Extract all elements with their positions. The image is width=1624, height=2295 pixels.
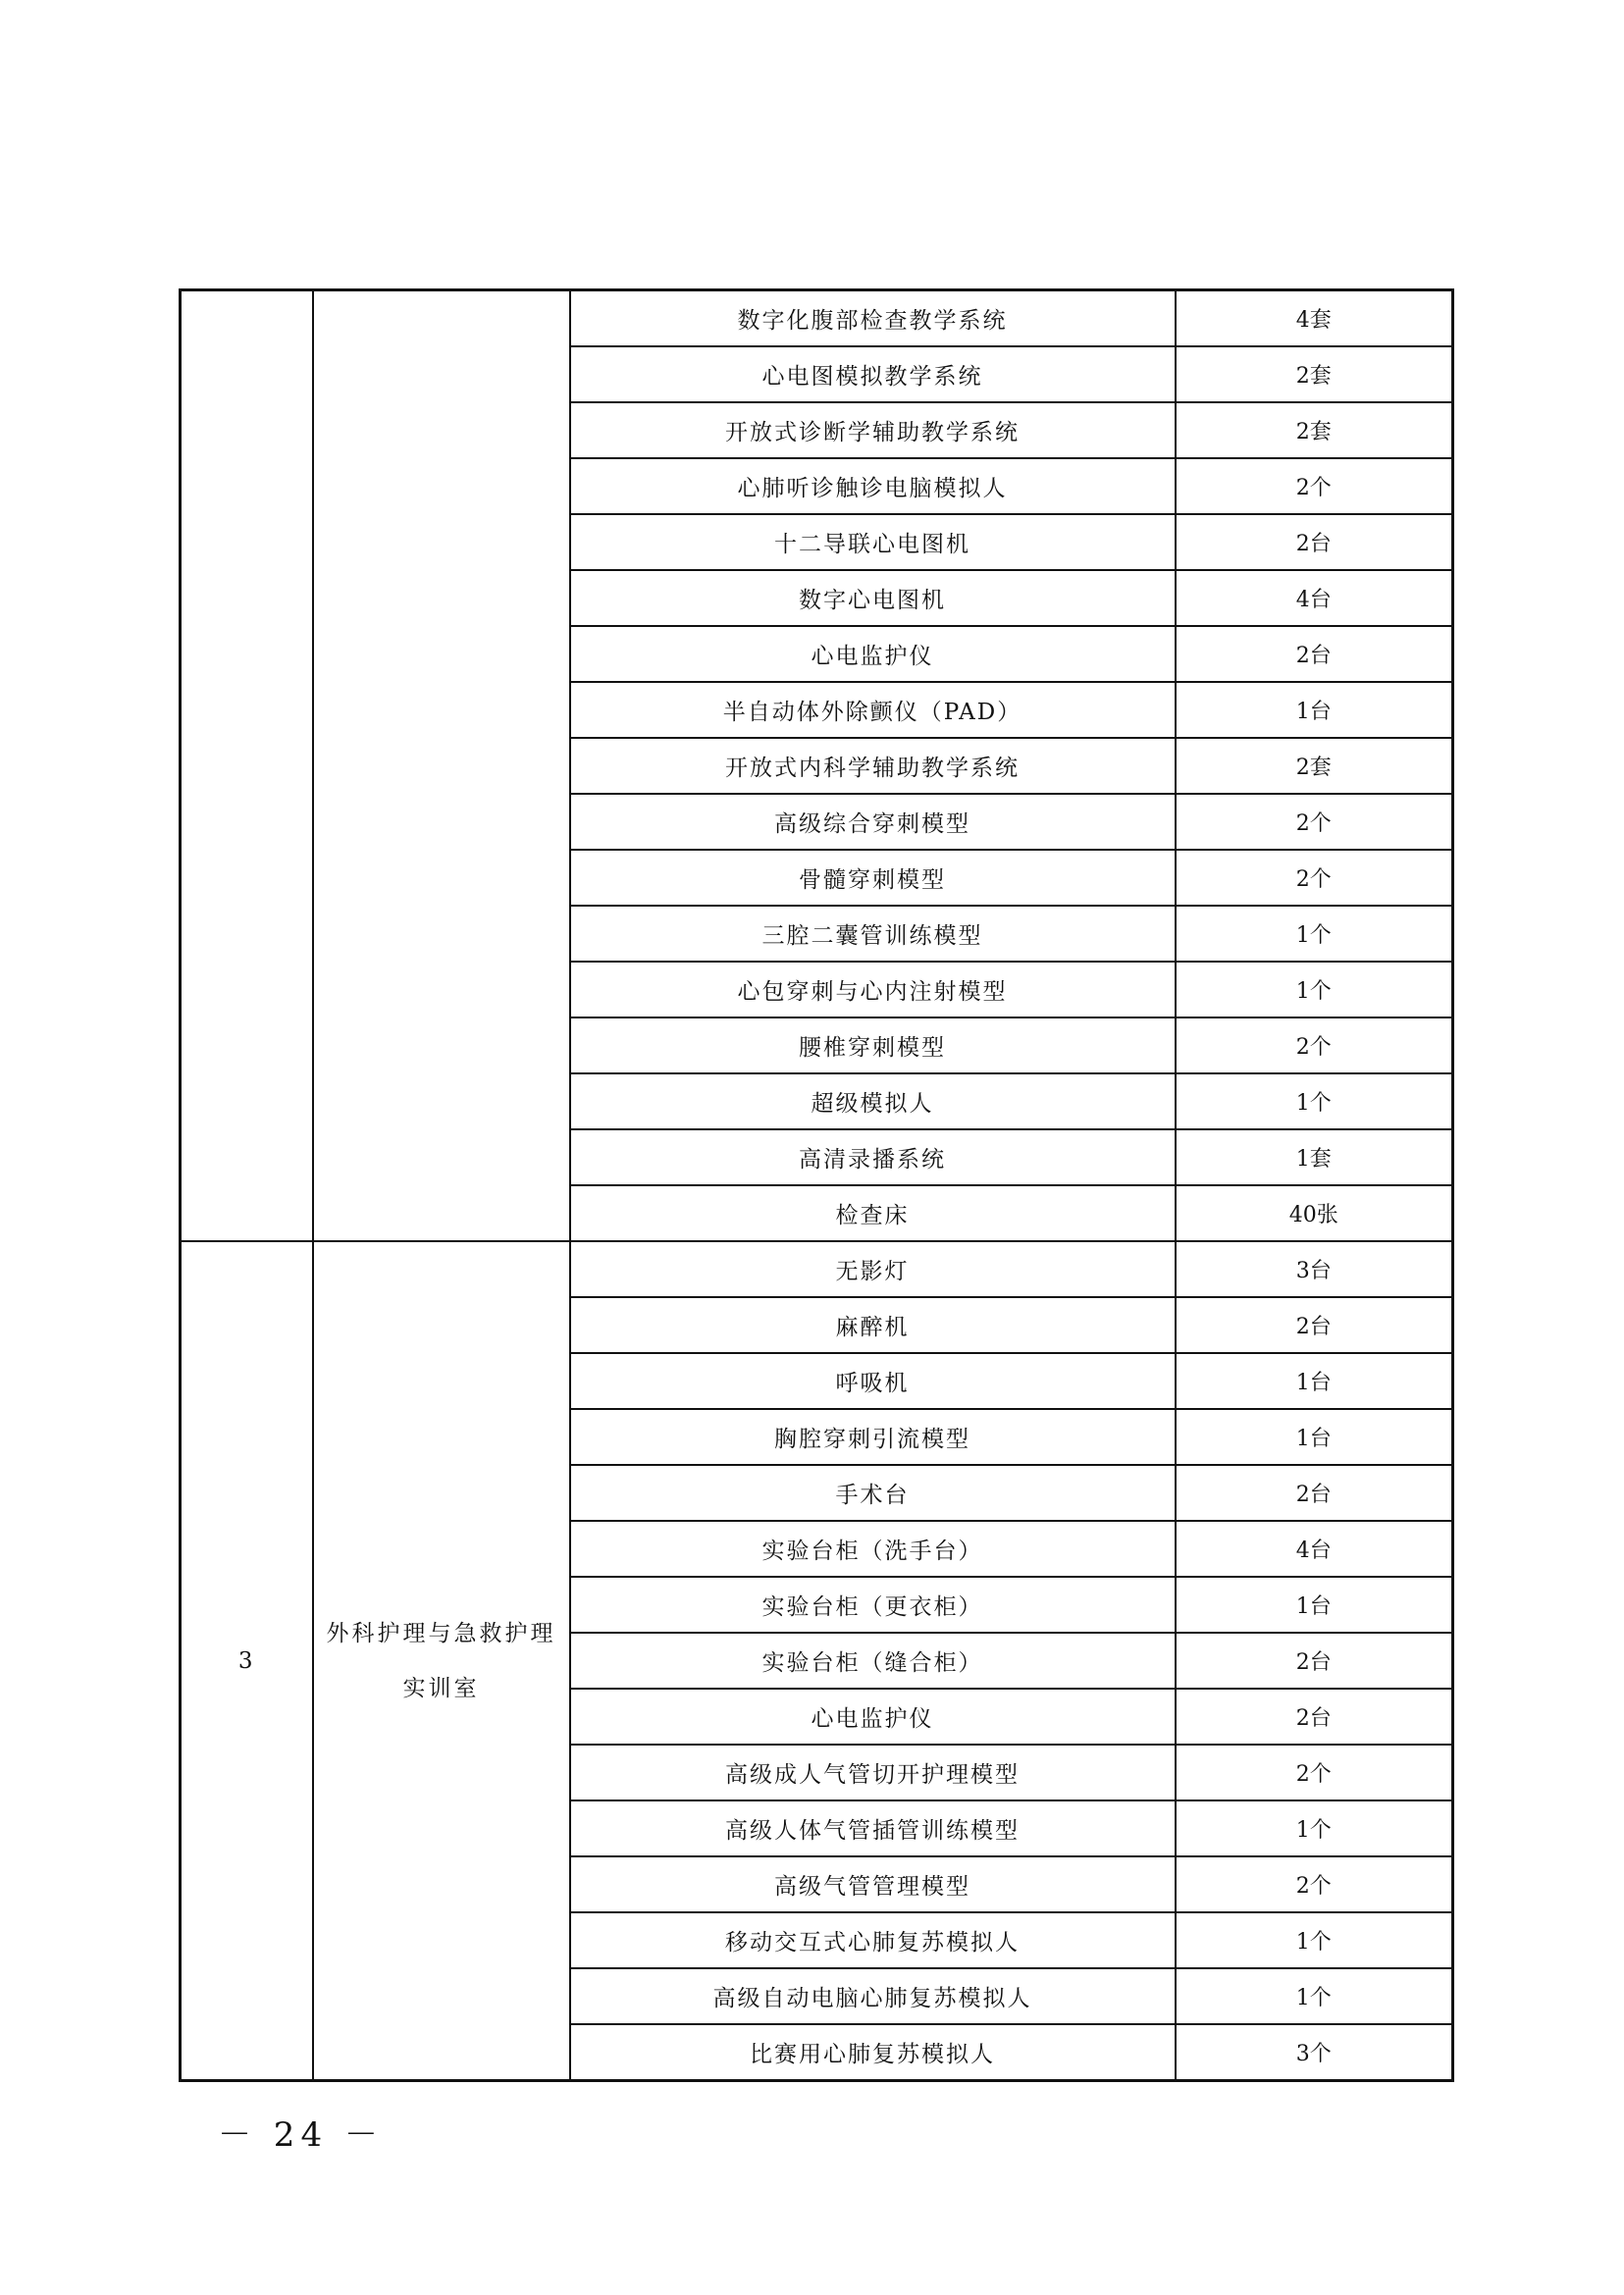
section-name-line: 实训室 xyxy=(402,1675,480,1701)
equipment-name-cell: 心包穿刺与心内注射模型 xyxy=(570,962,1176,1017)
equipment-name-cell: 麻醉机 xyxy=(570,1297,1176,1353)
equipment-name-cell: 数字心电图机 xyxy=(570,570,1176,626)
equipment-quantity-cell: 2个 xyxy=(1176,1017,1453,1073)
equipment-name-cell: 胸腔穿刺引流模型 xyxy=(570,1409,1176,1465)
section-index-cell: 3 xyxy=(181,1241,313,2081)
equipment-quantity-cell: 1个 xyxy=(1176,1912,1453,1968)
equipment-name-cell: 检查床 xyxy=(570,1185,1176,1241)
equipment-name-cell: 开放式内科学辅助教学系统 xyxy=(570,738,1176,794)
equipment-name-cell: 高清录播系统 xyxy=(570,1129,1176,1185)
equipment-name-cell: 半自动体外除颤仪（PAD） xyxy=(570,682,1176,738)
equipment-quantity-cell: 2台 xyxy=(1176,1297,1453,1353)
equipment-quantity-cell: 1个 xyxy=(1176,1073,1453,1129)
equipment-quantity-cell: 2台 xyxy=(1176,626,1453,682)
equipment-quantity-cell: 3台 xyxy=(1176,1241,1453,1297)
equipment-quantity-cell: 2套 xyxy=(1176,402,1453,458)
equipment-quantity-cell: 1个 xyxy=(1176,906,1453,962)
section-name-cell xyxy=(313,1241,570,2081)
equipment-name-cell: 比赛用心肺复苏模拟人 xyxy=(570,2024,1176,2081)
section-index-cell xyxy=(181,290,313,1242)
equipment-quantity-cell: 2台 xyxy=(1176,1633,1453,1689)
equipment-quantity-cell: 1台 xyxy=(1176,1409,1453,1465)
equipment-quantity-cell: 2个 xyxy=(1176,794,1453,850)
equipment-quantity-cell: 2个 xyxy=(1176,1745,1453,1800)
equipment-name-cell: 心电图模拟教学系统 xyxy=(570,346,1176,402)
equipment-quantity-cell: 2台 xyxy=(1176,514,1453,570)
equipment-name-cell: 数字化腹部检查教学系统 xyxy=(570,290,1176,347)
equipment-quantity-cell: 2台 xyxy=(1176,1689,1453,1745)
equipment-quantity-cell: 3个 xyxy=(1176,2024,1453,2081)
section-name-cell xyxy=(313,290,570,1242)
equipment-quantity-cell: 2台 xyxy=(1176,1465,1453,1521)
equipment-quantity-cell: 1个 xyxy=(1176,1800,1453,1856)
equipment-name-cell: 高级人体气管插管训练模型 xyxy=(570,1800,1176,1856)
equipment-quantity-cell: 2个 xyxy=(1176,1856,1453,1912)
equipment-name-cell: 实验台柜（更衣柜） xyxy=(570,1577,1176,1633)
equipment-quantity-cell: 1台 xyxy=(1176,682,1453,738)
equipment-quantity-cell: 1个 xyxy=(1176,962,1453,1017)
equipment-name-cell: 十二导联心电图机 xyxy=(570,514,1176,570)
equipment-name-cell: 高级气管管理模型 xyxy=(570,1856,1176,1912)
equipment-name-cell: 高级成人气管切开护理模型 xyxy=(570,1745,1176,1800)
table-row xyxy=(181,290,1453,347)
equipment-name-cell: 移动交互式心肺复苏模拟人 xyxy=(570,1912,1176,1968)
equipment-quantity-cell: 40张 xyxy=(1176,1185,1453,1241)
equipment-name-cell: 心电监护仪 xyxy=(570,1689,1176,1745)
equipment-quantity-cell: 4台 xyxy=(1176,1521,1453,1577)
equipment-quantity-cell: 4台 xyxy=(1176,570,1453,626)
equipment-name-cell: 三腔二囊管训练模型 xyxy=(570,906,1176,962)
equipment-name-cell: 呼吸机 xyxy=(570,1353,1176,1409)
equipment-name-cell: 实验台柜（缝合柜） xyxy=(570,1633,1176,1689)
equipment-name-cell: 无影灯 xyxy=(570,1241,1176,1297)
equipment-quantity-cell: 2套 xyxy=(1176,738,1453,794)
equipment-name-cell: 开放式诊断学辅助教学系统 xyxy=(570,402,1176,458)
equipment-name-cell: 实验台柜（洗手台） xyxy=(570,1521,1176,1577)
equipment-quantity-cell: 2套 xyxy=(1176,346,1453,402)
equipment-name-cell: 高级综合穿刺模型 xyxy=(570,794,1176,850)
equipment-table-body xyxy=(181,290,1453,2081)
equipment-name-cell: 心肺听诊触诊电脑模拟人 xyxy=(570,458,1176,514)
equipment-name-cell: 腰椎穿刺模型 xyxy=(570,1017,1176,1073)
equipment-table xyxy=(179,288,1454,2082)
table-row xyxy=(181,1241,1453,1297)
equipment-quantity-cell: 1个 xyxy=(1176,1968,1453,2024)
equipment-quantity-cell: 1套 xyxy=(1176,1129,1453,1185)
equipment-quantity-cell: 2个 xyxy=(1176,458,1453,514)
equipment-quantity-cell: 4套 xyxy=(1176,290,1453,347)
page-number: － 24 － xyxy=(218,2115,384,2155)
equipment-name-cell: 超级模拟人 xyxy=(570,1073,1176,1129)
equipment-quantity-cell: 2个 xyxy=(1176,850,1453,906)
equipment-quantity-cell: 1台 xyxy=(1176,1577,1453,1633)
equipment-name-cell: 骨髓穿刺模型 xyxy=(570,850,1176,906)
section-name-line: 外科护理与急救护理 xyxy=(326,1620,556,1646)
equipment-name-cell: 手术台 xyxy=(570,1465,1176,1521)
equipment-name-cell: 高级自动电脑心肺复苏模拟人 xyxy=(570,1968,1176,2024)
equipment-quantity-cell: 1台 xyxy=(1176,1353,1453,1409)
equipment-name-cell: 心电监护仪 xyxy=(570,626,1176,682)
